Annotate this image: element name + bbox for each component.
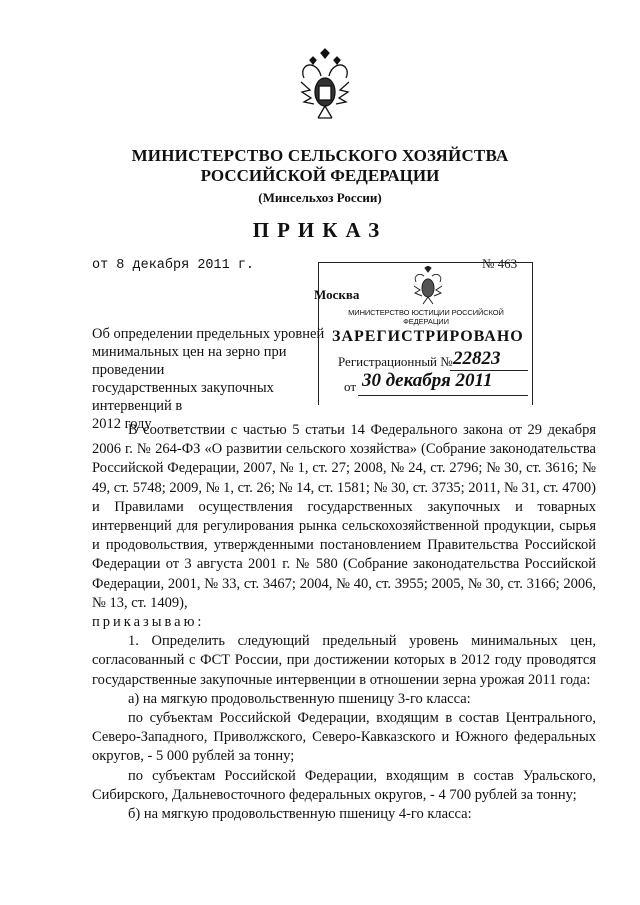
subject-line-2: минимальных цен на зерно при проведении [92,344,287,378]
preamble-paragraph: В соответствии с частью 5 статьи 14 Федерального закона от 29 декабря 2006 г. № 264-ФЗ «О развитии сельского хозяйства» (Собрание законодательства Российской Федерации, 2007, № 1, ст. 27; 2008, № 24, ст. 2796; № 30, ст. 3616; № 49, ст. 5748; 2009, № 1, ст. 26; № 14, ст. 1581; № 30, ст. 3735; 2011, № 31, ст. 4700) и Правилами осуществления государственных закупочных и товарных интервенций для регулирования рынка сельскохозяйственной продукции, сырья и продовольствия, утвержденными постановлением Правительства Российской Федерации от 3 августа 2001 г. № 580 (Собрание законодательства Российской Федерации, 2001, № 33, ст. 3467; 2004, № 40, ст. 3955; 2005, № 30, ст. 3166; 2006, № 13, ст. 1409), [92,422,596,611]
order-number: № 463 [482,256,518,271]
stamp-date-label: от [344,379,357,394]
coat-of-arms-emblem [296,48,354,128]
stamp-ministry-name: МИНИСТЕРСТВО ЮСТИЦИИ РОССИЙСКОЙ ФЕДЕРАЦИИ [348,308,504,326]
stamp-reg-number-label: Регистрационный № [338,354,453,369]
paragraph-1a-central: по субъектам Российской Федерации, входящим в состав Центрального, Северо-Западного, Приволжского, Северо-Кавказского и Южного федеральных округов, - 5 000 рублей за тонну; [92,710,596,765]
paragraph-1a: а) на мягкую продовольственную пшеницу 3-го класса: [128,690,471,707]
stamp-emblem-icon [410,266,446,306]
stamp-date-underline [358,395,528,396]
paragraph-1b: б) на мягкую продовольственную пшеницу 4-го класса: [128,806,472,823]
stamp-reg-number: 22823 [453,348,501,369]
ministry-name-line2: РОССИЙСКОЙ ФЕДЕРАЦИИ [200,166,440,185]
order-date: от 8 декабря 2011 г. [92,258,255,273]
paragraph-1: 1. Определить следующий предельный уровень минимальных цен, согласованный с ФСТ России, при достижении которых в 2012 году проводятся государственные закупочные интервенции в отношении зерна урожая 2011 года: [92,633,596,688]
order-subject [92,325,347,433]
subject-line-1: Об определении предельных уровней [92,326,325,342]
subject-line-4: 2012 году [92,416,152,432]
order-body [92,421,596,824]
order-word: приказываю: [92,614,205,631]
document-type-title: ПРИКАЗ [252,218,388,242]
stamp-reg-date: 30 декабря 2011 [362,370,493,391]
subject-line-3: государственных закупочных интервенций в [92,380,274,414]
city-name: Москва [314,287,360,302]
stamp-registered-label: ЗАРЕГИСТРИРОВАНО [332,328,524,345]
paragraph-1a-ural: по субъектам Российской Федерации, входящим в состав Уральского, Сибирского, Дальневосточного федеральных округов, - 4 700 рублей за тонну; [92,767,596,803]
ministry-name-line1: МИНИСТЕРСТВО СЕЛЬСКОГО ХОЗЯЙСТВА [131,146,509,165]
ministry-short-name: (Минсельхоз России) [258,190,382,205]
